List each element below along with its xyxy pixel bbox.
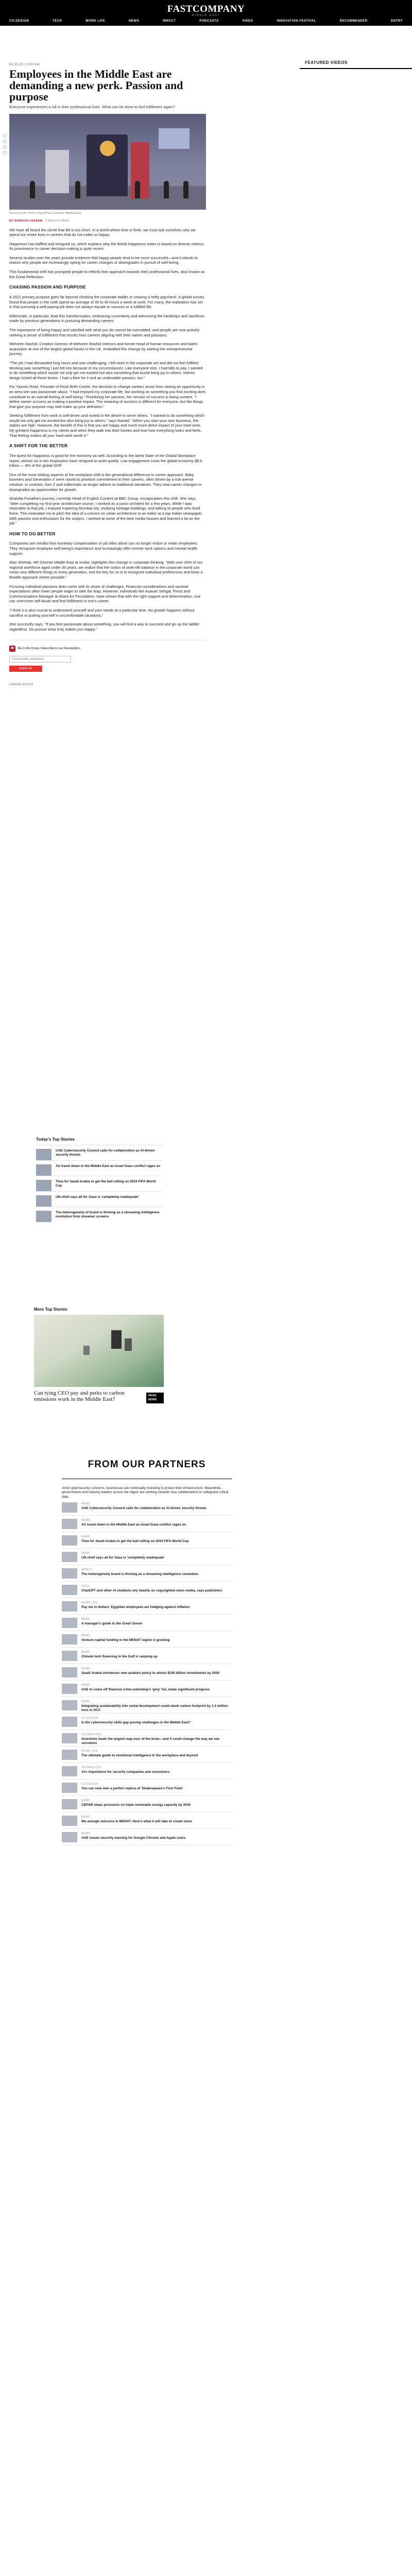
partner-story-item[interactable] — [62, 1565, 232, 1582]
story-headline[interactable]: CEPSR stops pressures on triple renewable energy capacity by 2030 — [81, 1803, 191, 1807]
article-paragraph: One of the most striking aspects of the workplace shift is the generational difference in career approach. Baby boomers and Generation X were raised to prioritize commitment to their careers, often driven by a risk-averse mindset. In contrast, Gen Z and millennials no longer adhere to traditional narratives. They view career changes or downgrades as opportunities for growth. — [9, 472, 202, 492]
story-thumbnail[interactable] — [62, 1684, 77, 1694]
top-story-item[interactable] — [36, 1145, 162, 1160]
story-category: TECHNOLOGY — [81, 1733, 102, 1737]
article-headline: Employees in the Middle East are demanding a new perk. Passion and purpose — [9, 67, 183, 103]
hero-caption: [Source photo: Amine Sayed/Fast Company Middle East] — [9, 212, 81, 215]
story-category: NEWS — [81, 1651, 90, 1654]
partner-story-item[interactable] — [62, 1532, 232, 1549]
site-logo-subtitle: MIDDLE EAST — [192, 14, 220, 17]
story-thumbnail[interactable] — [62, 1552, 77, 1562]
article-paragraph: We have all heard the cliché that life is too short. In a world where time is finite, we must ask ourselves why we spend our entire lives in careers that do not make us happy. — [9, 227, 196, 238]
partner-story-item[interactable] — [62, 1681, 232, 1697]
partner-story-item[interactable] — [62, 1549, 232, 1565]
nav-item-tech[interactable]: TECH — [52, 20, 62, 23]
top-stories-title: Today's Top Stories — [36, 1137, 75, 1142]
partner-story-item[interactable] — [62, 1499, 232, 1516]
story-category: NEWS — [81, 1618, 90, 1621]
story-headline[interactable]: The heterogeneity brand is thriving as a streaming intelligence revolution — [81, 1572, 198, 1576]
story-category: TECH — [81, 1585, 90, 1588]
story-headline[interactable]: The heterogeneity of brand is thriving as a streaming intelligence revolution from streamer screens — [56, 1211, 160, 1218]
story-category: NEWS — [81, 1684, 90, 1687]
partner-story-item[interactable] — [62, 1796, 232, 1812]
story-thumbnail[interactable] — [62, 1667, 77, 1677]
article-date: 04.05.23 | 9:00 AM — [9, 63, 40, 66]
story-category: NEWS — [81, 1667, 90, 1671]
nav-item-impact[interactable]: IMPACT — [162, 20, 176, 23]
story-thumbnail[interactable] — [36, 1180, 52, 1191]
article — [9, 63, 206, 687]
story-headline[interactable]: A manager's guide to the Great Gloom — [81, 1621, 143, 1625]
story-headline[interactable]: UN chief says all for Gaza is 'completely inadequate' — [81, 1555, 165, 1560]
article-paragraph: This fundamental shift has prompted people to rethink their approach towards their professional lives, also known as the Great Reflection. — [9, 269, 205, 279]
story-category: NEWS — [81, 1552, 90, 1555]
from-our-partners — [62, 1458, 232, 1845]
story-thumbnail[interactable] — [62, 1700, 77, 1710]
section-heading: HOW TO DO BETTER — [9, 531, 56, 536]
email-input[interactable] — [9, 656, 71, 663]
partner-story-item[interactable] — [62, 1516, 232, 1532]
story-thumbnail[interactable] — [36, 1195, 52, 1207]
partner-story-item[interactable] — [62, 1664, 232, 1681]
main-nav — [9, 19, 403, 24]
story-category: NEWS — [81, 1832, 90, 1836]
site-header — [0, 0, 412, 26]
hero-image — [9, 114, 206, 210]
share-twitter-icon[interactable] — [3, 140, 7, 143]
right-sidebar — [300, 57, 412, 69]
story-headline[interactable]: Climate tech financing in the Gulf is ramping up — [81, 1654, 158, 1658]
story-headline[interactable]: We enough unicorns in MENAT. Here's what it will take to create more — [81, 1819, 192, 1823]
story-headline[interactable]: AI's importance for security companies and consumers — [81, 1770, 170, 1774]
article-paragraph: The importance of being happy and satisfied with what you do cannot be overstated, and people are now actively seeking a sense of fulfillment that results from careers aligning with their values and passions. — [9, 327, 200, 337]
story-thumbnail[interactable] — [36, 1149, 52, 1160]
partners-intro: Amid cybersecurity concerns, businesses are continually investing to protect their infrastructure. Meanwhile, governments and industry leaders across the region are working towards new collaborations to safeguard critical data. — [62, 1486, 229, 1499]
story-category: IMPACT — [81, 1568, 93, 1572]
story-headline[interactable]: Saudi Arabia introduces new aviation policy to attract $100 billion investments by 2030 — [81, 1671, 220, 1675]
partner-story-item[interactable] — [62, 1615, 232, 1631]
nav-item-news[interactable]: NEWS — [129, 20, 140, 23]
nav-item-work-life[interactable]: WORK LIFE — [85, 20, 106, 23]
article-body — [9, 228, 206, 632]
story-thumbnail[interactable] — [62, 1618, 77, 1628]
article-paragraph: Mehreen Rashid, Creative Director of Mehreen Rashid Interiors and former head of human resources and talent acquisition at one of the largest global banks in the UK, embodied this change by starting her entrepreneurial journey. — [9, 342, 198, 357]
article-paragraph: Shahdia Punatha's journey, currently Head of English Content at BBC Group, encapsulates this shift. She says, "After completing my first-year architecture course, I worked as a junior architect for a few years. While I was miserable at that job, I enjoyed exploring Mumbai city, studying heritage buildings, and talking to people who lived there. This motivated me to pitch the idea of a column on urban architecture to an editor at a top Indian newspaper. With passion and enthusiasm for the subject, I worked at some of the best media houses and learned a lot on the job." — [9, 496, 203, 526]
read-time: 4 MINUTE READ — [45, 219, 70, 223]
story-headline[interactable]: Is the cybersecurity skills gap posing challenges in the Middle East? — [81, 1720, 191, 1724]
story-thumbnail[interactable] — [62, 1651, 77, 1661]
partner-story-item[interactable] — [62, 1812, 232, 1829]
more-stories-headline[interactable]: Can tying CEO pay and perks to carbon emissions work in the Middle East? — [34, 1390, 125, 1402]
article-paragraph: Millennials, in particular, lead this transformation, embracing uncertainty and witnessing the hardships and sacrifices made by previous generations in pursuing demanding careers. — [9, 313, 204, 324]
nav-item-video[interactable]: VIDEO — [242, 20, 253, 23]
story-headline[interactable]: UAE to come off financial crime watchdog's 'grey' list, make significant progress — [81, 1687, 210, 1691]
story-thumbnail[interactable] — [36, 1211, 52, 1222]
story-thumbnail[interactable] — [62, 1816, 77, 1826]
signup-button[interactable]: SIGN UP — [9, 666, 42, 672]
story-thumbnail[interactable] — [62, 1799, 77, 1809]
read-more-button[interactable]: READ MORE — [146, 1393, 164, 1403]
more-stories-title: More Top Stories — [34, 1307, 67, 1312]
newsletter-signup — [9, 640, 206, 672]
top-story-item[interactable] — [36, 1207, 162, 1222]
newsletter-label: Be In the Know. Subscribe to our Newsletters. — [18, 647, 81, 650]
story-thumbnail[interactable] — [62, 1568, 77, 1579]
share-linkedin-icon[interactable] — [3, 145, 7, 149]
story-headline[interactable]: UAE Cybersecurity Council calls for collaboration as AI-driven security threats — [81, 1506, 207, 1510]
section-heading: CHASING PASSION AND PURPOSE — [9, 284, 86, 290]
story-headline[interactable]: Time for Saudi Arabia to get the ball rolling on 2034 FIFA World Cup — [81, 1539, 189, 1543]
article-dek: Everyone experiences a lull in their professional lives. What can be done to find fulfillment again? — [9, 105, 175, 109]
story-headline[interactable]: You can now own a perfect replica of 'Shakespeare's First Folio' — [81, 1786, 183, 1790]
nav-item-podcasts[interactable]: PODCASTS — [199, 20, 219, 23]
partner-story-item[interactable] — [62, 1730, 232, 1747]
partner-story-item[interactable] — [62, 1763, 232, 1780]
partner-story-item[interactable] — [62, 1582, 232, 1598]
story-category: CO.DESIGN — [81, 1717, 98, 1720]
story-category: WORK LIFE — [81, 1601, 98, 1605]
top-story-item[interactable] — [36, 1191, 162, 1207]
story-thumbnail[interactable] — [62, 1832, 77, 1842]
story-headline[interactable]: Pay me in dollars: Egyptian employees are hedging against inflation — [81, 1605, 190, 1609]
article-paragraph: Alan Shehab, HR Director Middle East at Invibe, highlights this change in corporate thinking. "With over 20% of our regional workforce aged under 30 years, we realize that the notion of work-life balance in the corporate world can mean very different things to every generation, and the key for us is to recognize individual preferences and keep a flexible approach where possible." — [9, 560, 203, 580]
article-paragraph: She succinctly says, "If you feel passionate about something, you will find a way to succeed and go up the ladder regardless. Do pursue what truly makes you happy." — [9, 622, 200, 632]
article-paragraph: Pursuing individual passions does come with its share of challenges. Financial considerations and societal expectations often lower people eager to take the leap. However, individuals like Asavari Sehgal, Press and Communications Manager at Atlant Art Foundation, have shown that with the right support and determination, one can overcome self-doubt and find fulfillment in one's career. — [9, 584, 201, 604]
story-headline[interactable]: Air travel down in the Middle East as Israel-Gaza conflict rages on — [81, 1522, 186, 1527]
story-thumbnail[interactable] — [62, 1502, 77, 1513]
partner-story-item[interactable] — [62, 1747, 232, 1763]
story-headline[interactable]: UAE issues security warning for Google Chrome and Apple users — [81, 1836, 186, 1840]
share-rail — [3, 134, 7, 155]
article-paragraph: Seeking fulfillment from work is self-driven and rooted in the desire to serve others. "I wanted to do something which would not only get me excited but also bring joy to others," says Rashid. "When you start your own business, the stakes are high. However, the benefit of this is that you are happy and much more direct impact of your hard work. My greatest happiness is my clients and when they walk into their homes and love how everything looks and feels. That feeling makes all your hard work worth it." — [9, 413, 204, 438]
newsletter-icon: ✉ — [9, 646, 15, 652]
story-headline[interactable]: Time for Saudi Arabia to get the ball rolling on 2034 FIFA World Cup — [56, 1180, 156, 1188]
nav-item-entry[interactable]: ENTRY — [391, 20, 403, 23]
story-category: TECHNOLOGY — [81, 1766, 102, 1770]
story-headline[interactable]: Scientists made the largest map ever of the brain—and it could change the way we see ourselves — [81, 1737, 220, 1745]
story-category: NEWS — [81, 1535, 90, 1539]
article-paragraph: The quest for happiness is good for the economy as well. According to the latest State of the Global Workplace report, almost six in ten employees have resigned to quiet quietly. Low engagement costs the global economy $8.8 trillion — 9% of the global GDP. — [9, 453, 202, 468]
more-stories-image[interactable] — [34, 1315, 164, 1387]
story-thumbnail[interactable] — [62, 1766, 77, 1776]
nav-item-recommender[interactable]: RECOMMENDER — [339, 20, 368, 23]
story-thumbnail[interactable] — [62, 1519, 77, 1529]
story-headline[interactable]: UN chief says all for Gaza is 'completely inadequate' — [56, 1195, 139, 1199]
section-heading: A SHIFT FOR THE BETTER — [9, 443, 68, 449]
article-paragraph: A 2021 primary purpose goes far beyond climbing the corporate ladder or chasing a hefty paycheck. A global survey found that people in the UAE spend an average of 35 to 40 hours a week at work. For many, the realization has set in that pursuing a well-paying job does not always equate to success or a fulfilled life. — [9, 295, 204, 310]
story-category: NEWS — [81, 1816, 90, 1819]
story-category: WORK LIFE — [81, 1750, 98, 1753]
partner-story-item[interactable] — [62, 1648, 232, 1664]
partners-title: FROM OUR PARTNERS — [62, 1458, 232, 1479]
byline: BY MAMOUN HAKEEM · 4 MINUTE READ — [9, 219, 70, 223]
story-headline[interactable]: Integrating sustainability into rental development could slash carbon footprint by 1.3 million tons in GCC — [81, 1704, 228, 1712]
todays-top-stories — [36, 1137, 162, 1222]
story-thumbnail[interactable] — [62, 1634, 77, 1645]
story-category: NEWS — [81, 1634, 90, 1638]
story-headline[interactable]: UAE Cybersecurity Council calls for collaboration as AI-driven security threats — [56, 1149, 155, 1157]
article-tag[interactable]: CAREER ADVICE — [9, 683, 34, 687]
story-headline[interactable]: Air travel down in the Middle East as Israel-Gaza conflict rages on — [56, 1164, 161, 1168]
share-email-icon[interactable] — [3, 151, 7, 155]
story-category: CO.DESIGN — [81, 1783, 98, 1786]
top-story-item[interactable] — [36, 1160, 162, 1176]
story-category: NEWS — [81, 1502, 90, 1506]
partner-story-item[interactable] — [62, 1631, 232, 1648]
story-thumbnail[interactable] — [62, 1585, 77, 1595]
article-paragraph: For Yasmin Rose, Founder of Rose Birth Centre, the decision to change careers arose from seeing an opportunity in an area she was passionate about. "I had enjoyed my corporate life, but working on something you find exciting does contribute to an overall feeling of well-being." Prioritizing her passion, her version of success is being content. "I define career success as making a positive impact. The meaning of success is different for everyone, but the things that give you purpose may well make up your definition." — [9, 384, 206, 409]
article-paragraph: Companies are mindful that monetary compensation or job titles alone can no longer entice or retain employees. They recognize employee well-being's importance and increasingly offer remote work options and mental health support. — [9, 541, 198, 556]
story-thumbnail[interactable] — [62, 1733, 77, 1743]
story-thumbnail[interactable] — [62, 1601, 77, 1612]
story-category: NEWS — [81, 1519, 90, 1522]
story-thumbnail[interactable] — [62, 1750, 77, 1760]
article-paragraph: "The job I had demanded long hours and was challenging. I left work in the corporate set and did not feel fulfilled. Working was something I just fell into because of my circumstances. Like everyone else, I had bills to pay. I wanted to do something which would not only get me excited but also something that would bring joy to others. Interior design ticked all those boxes. I had a flare for it and an undeniable passion, too." — [9, 360, 203, 380]
site-logo[interactable]: FASTCOMPANY — [167, 4, 245, 14]
article-paragraph: Happiness has baffled and intrigued us, which explains why the World Happiness Index is based on diverse metrics. Its prominence in career decision-making is quite recent. — [9, 241, 205, 251]
more-top-stories — [34, 1307, 164, 1402]
story-category: NEWS — [81, 1799, 90, 1803]
partner-story-item[interactable] — [62, 1714, 232, 1730]
article-paragraph: Several studies over the years provide evidence that happy people tend to be more successful—and it stands to reason why people are increasingly opting for career changes or downgrades in pursuit of well-being. — [9, 255, 198, 265]
story-headline[interactable]: Venture capital funding in the MENAT region is growing — [81, 1638, 170, 1642]
nav-item-innovation-festival[interactable]: INNOVATION FESTIVAL — [277, 20, 316, 23]
story-headline[interactable]: The ultimate guide to emotional intelligence in the workplace and beyond — [81, 1753, 198, 1757]
story-thumbnail[interactable] — [62, 1535, 77, 1546]
story-headline[interactable]: ChatGPT and other AI chatbots rely heavily on copyrighted news media, says publishers — [81, 1588, 222, 1592]
share-facebook-icon[interactable] — [3, 134, 7, 138]
partner-story-item[interactable] — [62, 1780, 232, 1796]
story-thumbnail[interactable] — [62, 1783, 77, 1793]
story-category: NEWS — [81, 1700, 90, 1704]
featured-videos-heading: FEATURED VIDEOS — [300, 57, 412, 69]
story-thumbnail[interactable] — [36, 1164, 52, 1176]
partner-story-item[interactable] — [62, 1598, 232, 1615]
article-paragraph: "I think it is also crucial to understand yourself and your needs at a particular time. No growth happens without sacrifice or putting yourself in uncomfortable situations." — [9, 608, 195, 618]
author-link[interactable]: BY MAMOUN HAKEEM — [9, 219, 43, 223]
nav-item-co-design[interactable]: CO.DESIGN — [9, 20, 29, 23]
top-story-item[interactable] — [36, 1176, 162, 1191]
story-thumbnail[interactable] — [62, 1717, 77, 1727]
partner-story-item[interactable] — [62, 1829, 232, 1845]
partner-story-item[interactable] — [62, 1697, 232, 1714]
